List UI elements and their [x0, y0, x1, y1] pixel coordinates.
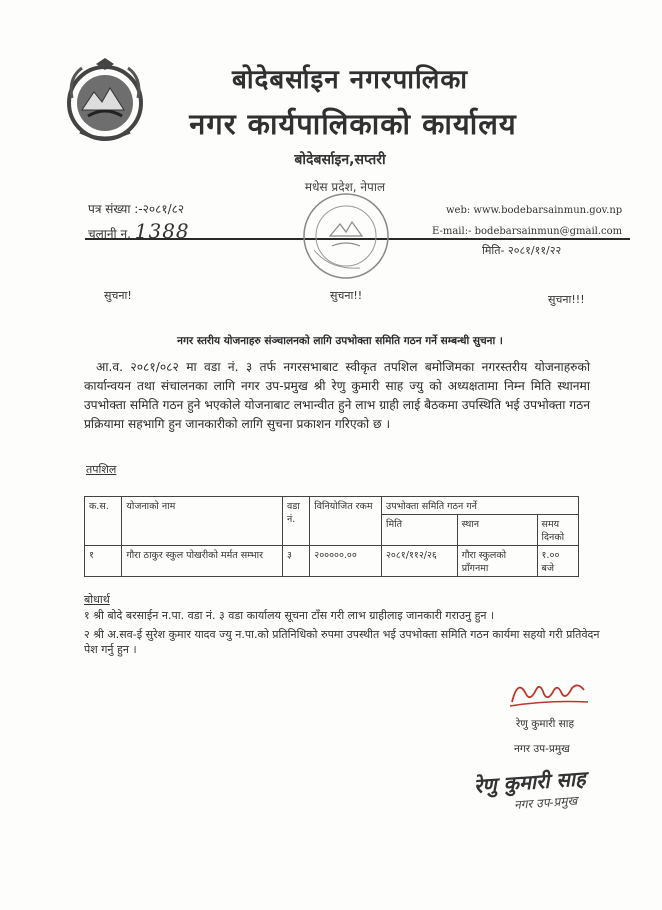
dispatch-number: 1388: [134, 219, 190, 243]
subject-line: नगर स्तरीय योजनाहरु संञ्चालनको लागि उपभोक्ता समिति गठन गर्ने सम्बन्धी सुचना ।: [177, 335, 503, 347]
office-location: बोदेबर्साइन,सप्तरी: [294, 152, 386, 168]
details-label: तपशिल: [86, 463, 117, 476]
cell-place: गौरा स्कुलको प्राँगनमा: [457, 546, 537, 577]
table-row: [85, 546, 579, 577]
municipality-emblem: [62, 58, 148, 144]
cell-sn: १: [85, 546, 122, 577]
cell-date: २०८१/११२/२६: [381, 546, 457, 577]
details-table: [84, 496, 579, 577]
cell-time: १.०० बजे: [537, 546, 578, 577]
cc-item: १ श्री बोदे बरसाईन न.पा. वडा नं. ३ वडा कार्यालय सूचना टाँस गरी लाभ ग्राहीलाइ जानकारी गराउनु हुन ।: [84, 609, 495, 622]
cell-budget: २०००००.००: [310, 546, 382, 577]
letter-date: मिति- २०८१/११/२२: [482, 244, 562, 257]
notice-left: सुचना!: [104, 289, 132, 302]
website: web: www.bodebarsainmun.gov.np: [446, 205, 623, 216]
notice-center: सुचना!!: [330, 289, 363, 302]
municipality-name: बोदेबर्साइन नगरपालिका: [231, 65, 469, 95]
province-name: मधेस प्रदेश, नेपाल: [304, 180, 386, 194]
cell-ward: ३: [283, 546, 310, 577]
signatory-title: नगर उप-प्रमुख: [514, 743, 570, 755]
letter-number: पत्र संख्या :-२०८१/८२: [88, 202, 185, 216]
notice-right: सुचना!!!: [548, 293, 585, 306]
header-place: स्थान: [457, 515, 537, 546]
header-date: मिति: [381, 515, 457, 546]
dispatch-number-label: चलानी न.: [88, 227, 131, 241]
header-ward: वडा नं.: [283, 497, 310, 546]
office-name: नगर कार्यपालिकाको कार्यालय: [189, 107, 517, 141]
header-time: समय दिनको: [537, 515, 578, 546]
signatory-name: रेणु कुमारी साह: [516, 718, 575, 730]
cc-item: २ श्री अ.सव-ई सुरेश कुमार यादव ज्यु न.पा.को प्रतिनिधिको रुपमा उपस्थीत भई उपभोक्ता समिति गठन कार्यमा सहयो गरी प्रतिवेदन पेश गर्नु हुन ।: [84, 628, 600, 656]
office-stamp: [300, 190, 392, 282]
header-committee: उपभोक्ता समिति गठन गर्ने: [381, 497, 578, 515]
email: E-mail:- bodebarsainmun@gmail.com: [432, 226, 623, 237]
cell-name: गौरा ठाकुर स्कुल पोखरीको मर्मत सम्भार: [122, 546, 283, 577]
header-budget: विनियोजित रकम: [310, 497, 382, 546]
header-name: योजनाको नाम: [122, 497, 283, 546]
handwritten-signature: [508, 672, 590, 712]
table-header-row: [85, 497, 579, 515]
cc-title: बोधार्थ: [84, 593, 110, 606]
name-stamp: रेणु कुमारी साह: [473, 766, 587, 798]
body-paragraph: आ.व. २०८१/०८२ मा वडा नं. ३ तर्फ नगरसभाबाट स्वीकृत तपशिल बमोजिमका नगरस्तरीय योजनाहरुको कार्यान्वयन तथा संचालनका लागि नगर उप-प्रमुख श्री रेणु कुमारी साह ज्यु को अध्यक्षतामा निम्न मिति स्थानमा उपभोक्ता समिति गठन हुने भएकोले योजनाबाट लभान्वीत हुने लाभ ग्राही लाई बैठकमा उपस्थिति भई उपभोक्ता गठन प्रक्रियामा सहभागि हुन जानकारीको लागि सुचना प्रकाशन गरिएको छ ।: [84, 360, 590, 431]
title-stamp: नगर उप-प्रमुख: [513, 793, 578, 812]
header-sn: क.स.: [85, 497, 122, 546]
